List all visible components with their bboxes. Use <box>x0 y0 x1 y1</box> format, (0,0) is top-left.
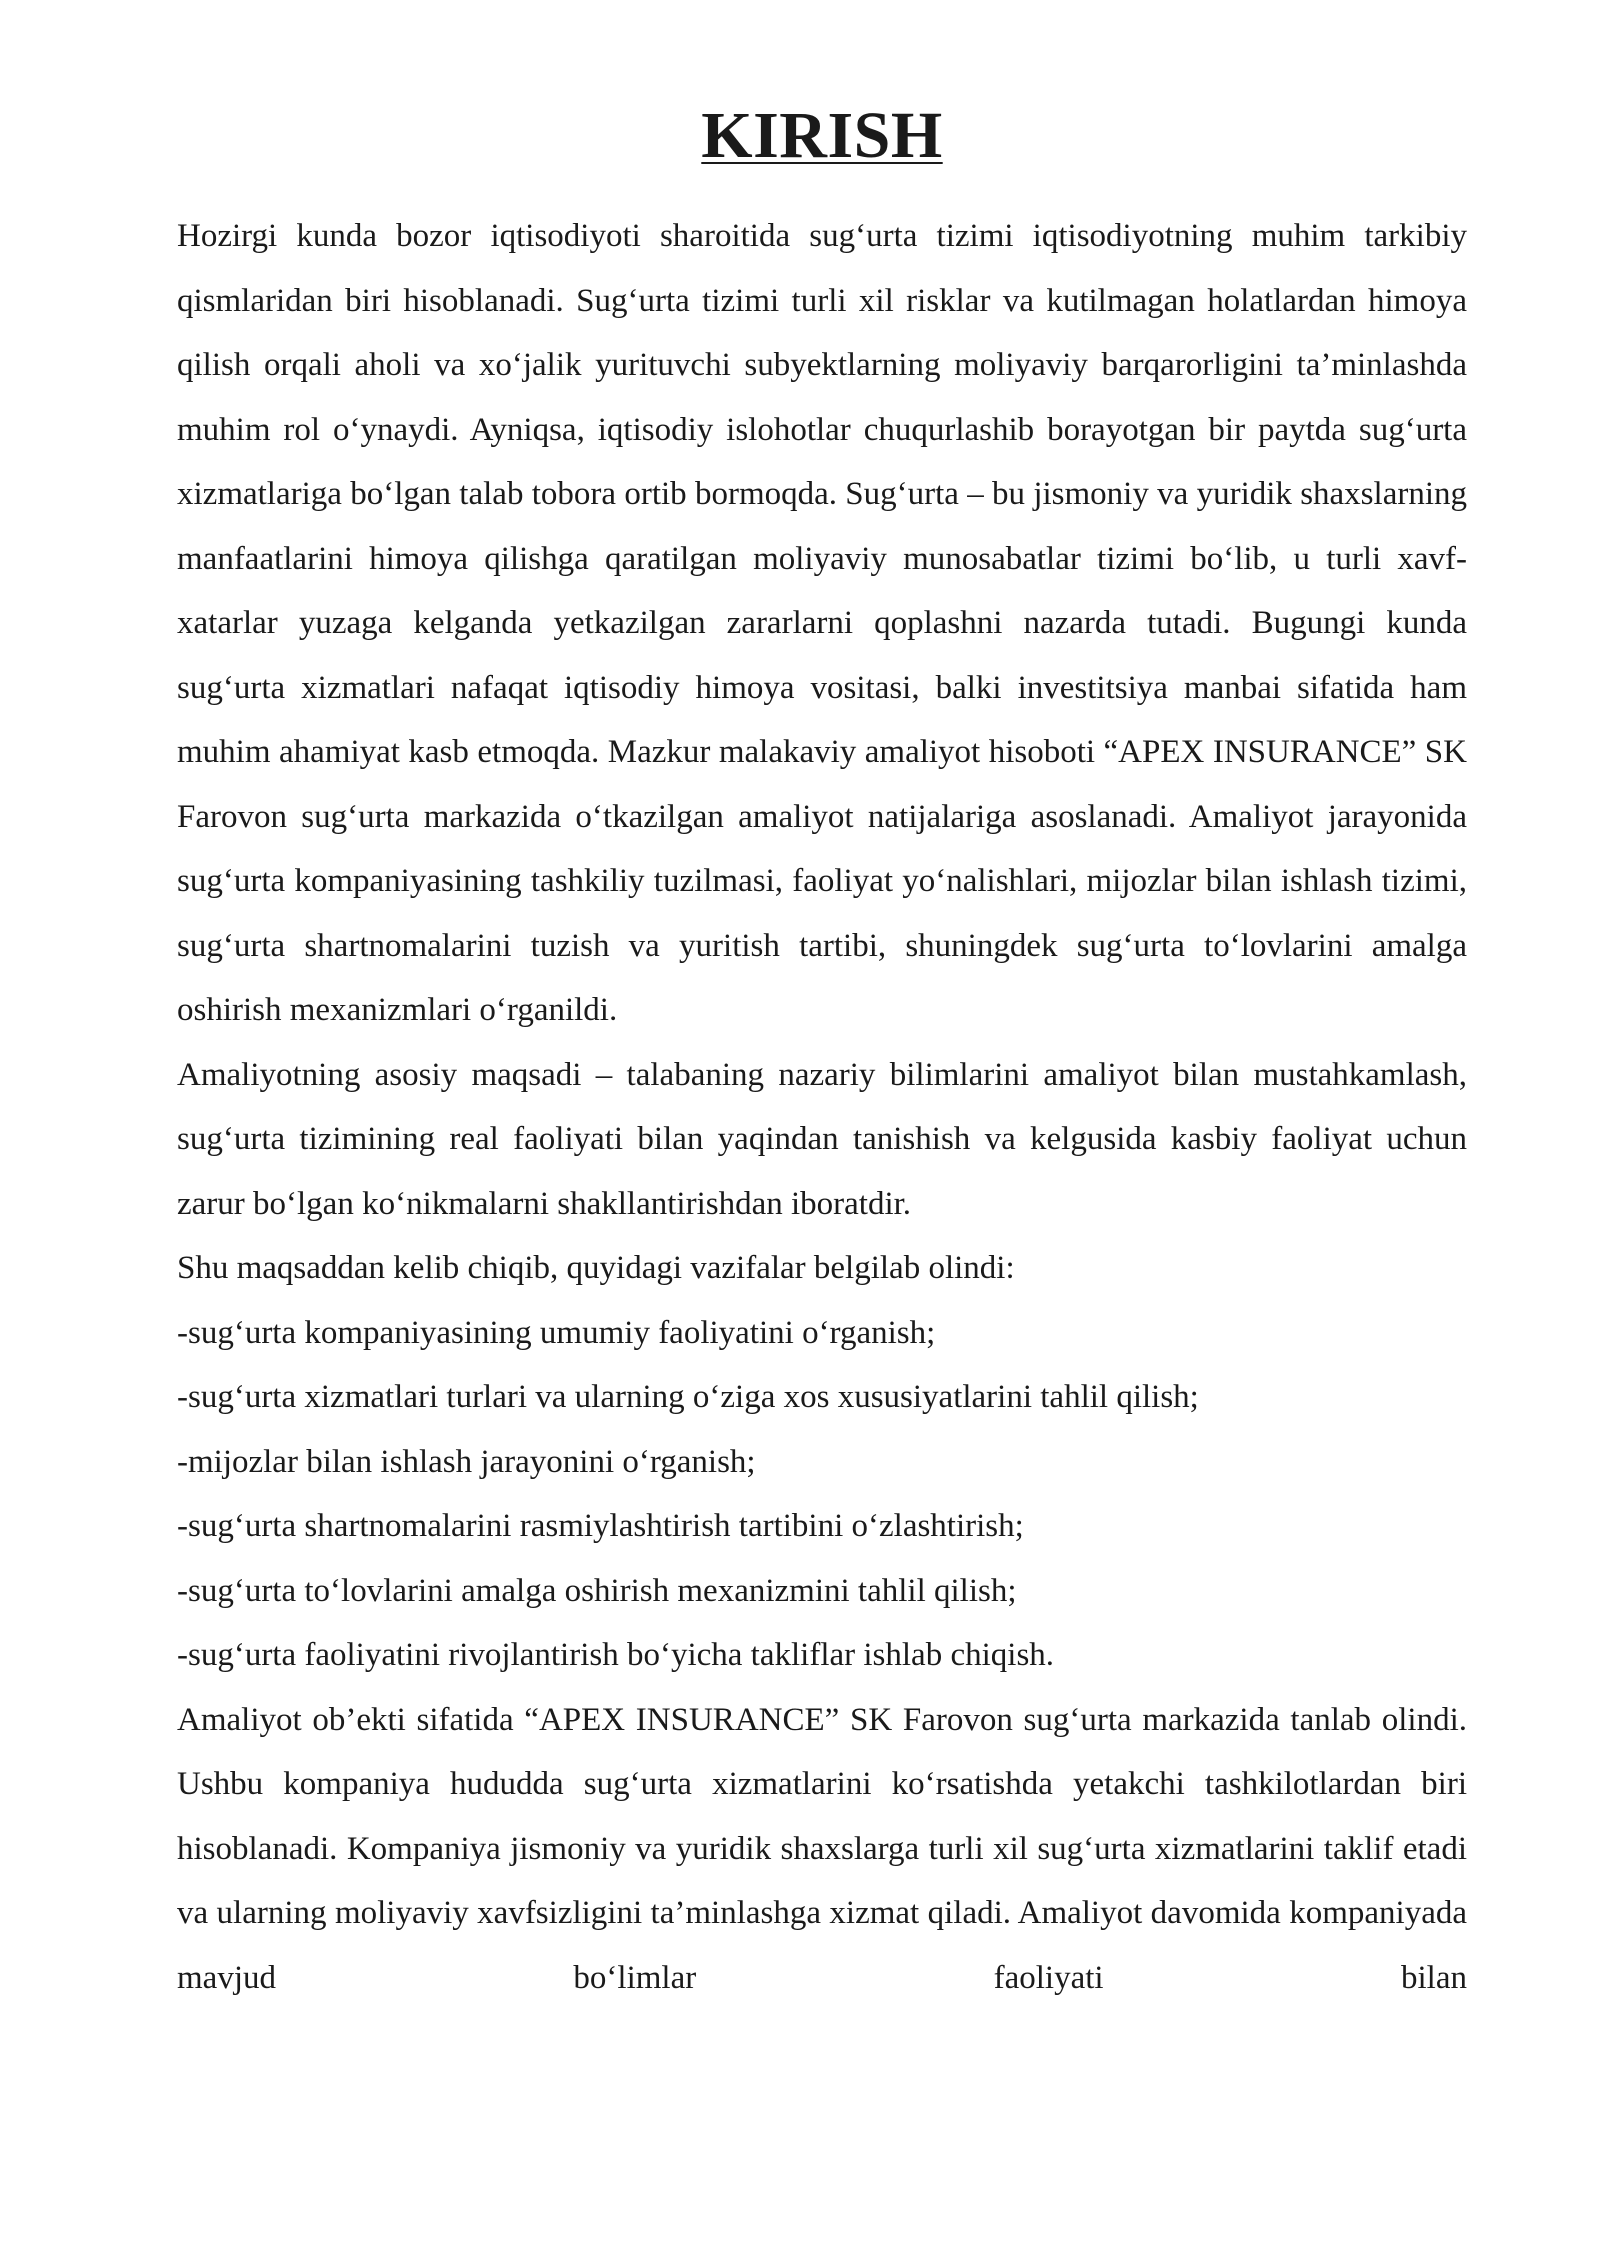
page-title <box>177 99 1467 172</box>
intro-paragraph-3: Amaliyot ob’ekti sifatida “APEX INSURANCE” SK Farovon sug‘urta markazida tanlab olindi. Ushbu kompaniya hududda sug‘urta xizmatlarini ko‘rsatishda yetakchi tashkilotlardan biri hisoblanadi. Kompaniya jismoniy va yuridik shaxslarga turli xil sug‘urta xizmatlarini taklif etadi va ularning moliyaviy xavfsizligini ta’minlashga xizmat qiladi. Amaliyot davomida kompaniyada mavjud bo‘limlar faoliyati bilan <box>177 1701 1467 1996</box>
task-item: -sug‘urta shartnomalarini rasmiylashtirish tartibini o‘zlashtirish; <box>177 1508 1024 1544</box>
intro-paragraph-2: Amaliyotning asosiy maqsadi – talabaning nazariy bilimlarini amaliyot bilan mustahkamlash, sug‘urta tizimining real faoliyati bilan yaqindan tanishish va kelgusida kasbiy faoliyat uchun zarur bo‘lgan ko‘nikmalarni shakllantirishdan iboratdir. <box>177 1056 1467 1222</box>
document-page <box>177 100 1467 2010</box>
task-item: -mijozlar bilan ishlash jarayonini o‘rganish; <box>177 1443 756 1480</box>
tasks-list <box>177 1301 1467 1688</box>
page-title-text: KIRISH <box>701 99 943 172</box>
task-item: -sug‘urta kompaniyasining umumiy faoliyatini o‘rganish; <box>177 1314 936 1351</box>
intro-paragraph-1: Hozirgi kunda bozor iqtisodiyoti sharoitida sug‘urta tizimi iqtisodiyotning muhim tarkibiy qismlaridan biri hisoblanadi. Sug‘urta tizimi turli xil risklar va kutilmagan holatlardan himoya qilish orqali aholi va xo‘jalik yurituvchi subyektlarning moliyaviy barqarorligini ta’minlashda muhim rol o‘ynaydi. Ayniqsa, iqtisodiy islohotlar chuqurlashib borayotgan bir paytda sug‘urta xizmatlariga bo‘lgan talab tobora ortib bormoqda. Sug‘urta – bu jismoniy va yuridik shaxslarning manfaatlarini himoya qilishga qaratilgan moliyaviy munosabatlar tizimi bo‘lib, u turli xavf-xatarlar yuzaga kelganda yetkazilgan zararlarni qoplashni nazarda tutadi. Bugungi kunda sug‘urta xizmatlari nafaqat iqtisodiy himoya vositasi, balki investitsiya manbai sifatida ham muhim ahamiyat kasb etmoqda. Mazkur malakaviy amaliyot hisoboti “APEX INSURANCE” SK Farovon sug‘urta markazida o‘tkazilgan amaliyot natijalariga asoslanadi. Amaliyot jarayonida sug‘urta kompaniyasining tashkiliy tuzilmasi, faoliyat yo‘nalishlari, mijozlar bilan ishlash tizimi, sug‘urta shartnomalarini tuzish va yuritish tartibi, shuningdek sug‘urta to‘lovlarini amalga oshirish mexanizmlari o‘rganildi. <box>177 218 1467 1028</box>
task-item: -sug‘urta faoliyatini rivojlantirish bo‘yicha takliflar ishlab chiqish. <box>177 1637 1055 1673</box>
tasks-intro: Shu maqsaddan kelib chiqib, quyidagi vazifalar belgilab olindi: <box>177 1250 1015 1286</box>
task-item: -sug‘urta to‘lovlarini amalga oshirish mexanizmini tahlil qilish; <box>177 1572 1017 1609</box>
task-item: -sug‘urta xizmatlari turlari va ularning o‘ziga xos xususiyatlarini tahlil qilish; <box>177 1379 1199 1415</box>
